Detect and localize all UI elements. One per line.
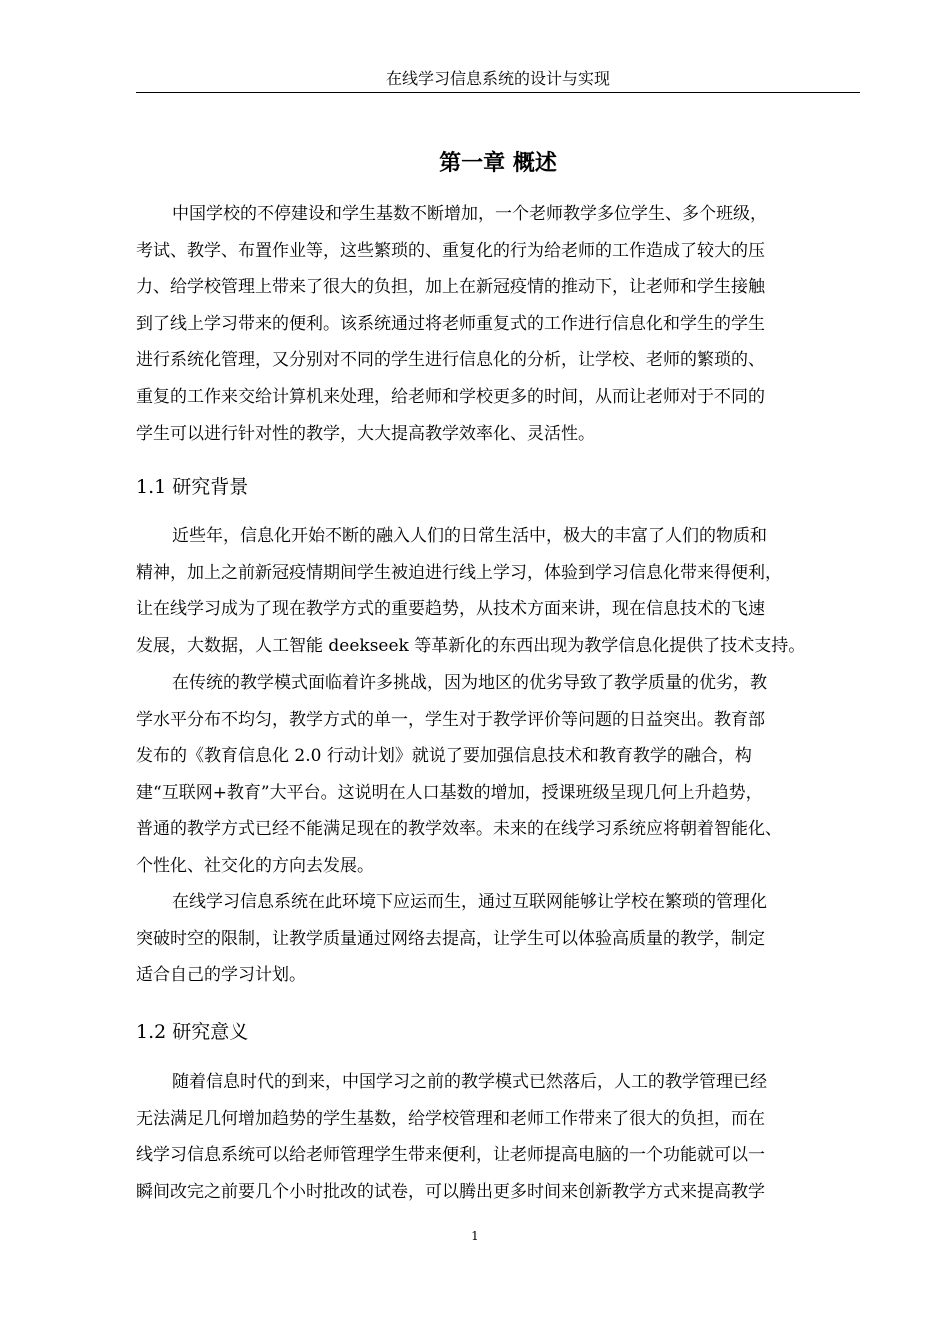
paragraph-line: 发布的《教育信息化 2.0 行动计划》就说了要加强信息技术和教育教学的融合，构 bbox=[136, 746, 752, 767]
section-1-1-paragraph-2 bbox=[136, 665, 860, 885]
paragraph-line: 精神，加上之前新冠疫情期间学生被迫进行线上学习，体验到学习信息化带来得便利， bbox=[136, 562, 782, 583]
section-1-1-paragraph-3 bbox=[136, 884, 860, 994]
paragraph-line: 普通的教学方式已经不能满足现在的教学效率。未来的在线学习系统应将朝着智能化、 bbox=[136, 819, 782, 840]
intro-line: 到了线上学习带来的便利。该系统通过将老师重复式的工作进行信息化和学生的学生 bbox=[136, 313, 765, 334]
paragraph-line: 发展，大数据，人工智能 deekseek 等革新化的东西出现为教学信息化提供了技术支持。 bbox=[136, 635, 806, 656]
paragraph-line: 无法满足几何增加趋势的学生基数，给学校管理和老师工作带来了很大的负担，而在 bbox=[136, 1108, 765, 1129]
paragraph-line: 在传统的教学模式面临着许多挑战，因为地区的优劣导致了教学质量的优劣，教 bbox=[172, 673, 767, 693]
intro-paragraph bbox=[136, 196, 860, 452]
intro-line: 重复的工作来交给计算机来处理，给老师和学校更多的时间，从而让老师对于不同的 bbox=[136, 386, 765, 407]
intro-line: 中国学校的不停建设和学生基数不断增加，一个老师教学多位学生、多个班级， bbox=[172, 204, 767, 224]
page-number: 1 bbox=[471, 1229, 479, 1243]
page-header: 在线学习信息系统的设计与实现 bbox=[385, 69, 610, 88]
intro-line: 进行系统化管理，又分别对不同的学生进行信息化的分析，让学校、老师的繁琐的、 bbox=[136, 350, 765, 371]
section-heading-1-1: 1.1 研究背景 bbox=[136, 476, 249, 498]
intro-line: 考试、教学、布置作业等，这些繁琐的、重复化的行为给老师的工作造成了较大的压 bbox=[136, 240, 765, 261]
paragraph-line: 个性化、社交化的方向去发展。 bbox=[136, 855, 374, 876]
paragraph-line: 学水平分布不均匀，教学方式的单一，学生对于教学评价等问题的日益突出。教育部 bbox=[136, 709, 765, 730]
section-1-1-paragraph-1 bbox=[136, 518, 860, 664]
intro-line: 学生可以进行针对性的教学，大大提高教学效率化、灵活性。 bbox=[136, 423, 595, 444]
paragraph-line: 随着信息时代的到来，中国学习之前的教学模式已然落后，人工的教学管理已经 bbox=[172, 1072, 767, 1092]
paragraph-line: 近些年，信息化开始不断的融入人们的日常生活中，极大的丰富了人们的物质和 bbox=[172, 526, 767, 546]
paragraph-line: 让在线学习成为了现在教学方式的重要趋势，从技术方面来讲，现在信息技术的飞速 bbox=[136, 599, 765, 620]
section-1-2-paragraph-1 bbox=[136, 1064, 860, 1210]
paragraph-line: 瞬间改完之前要几个小时批改的试卷，可以腾出更多时间来创新教学方式来提高教学 bbox=[136, 1181, 765, 1202]
section-heading-1-2: 1.2 研究意义 bbox=[136, 1021, 249, 1043]
paragraph-line: 线学习信息系统可以给老师管理学生带来便利，让老师提高电脑的一个功能就可以一 bbox=[136, 1145, 765, 1166]
paragraph-line: 建“互联网+教育”大平台。这说明在人口基数的增加，授课班级呈现几何上升趋势， bbox=[136, 782, 763, 803]
paragraph-line: 适合自己的学习计划。 bbox=[136, 965, 306, 986]
intro-line: 力、给学校管理上带来了很大的负担，加上在新冠疫情的推动下，让老师和学生接触 bbox=[136, 277, 765, 298]
paragraph-line: 在线学习信息系统在此环境下应运而生，通过互联网能够让学校在繁琐的管理化 bbox=[172, 892, 767, 912]
chapter-title: 第一章 概述 bbox=[439, 150, 557, 176]
paragraph-line: 突破时空的限制，让教学质量通过网络去提高，让学生可以体验高质量的教学，制定 bbox=[136, 928, 765, 949]
header-rule bbox=[136, 92, 860, 93]
